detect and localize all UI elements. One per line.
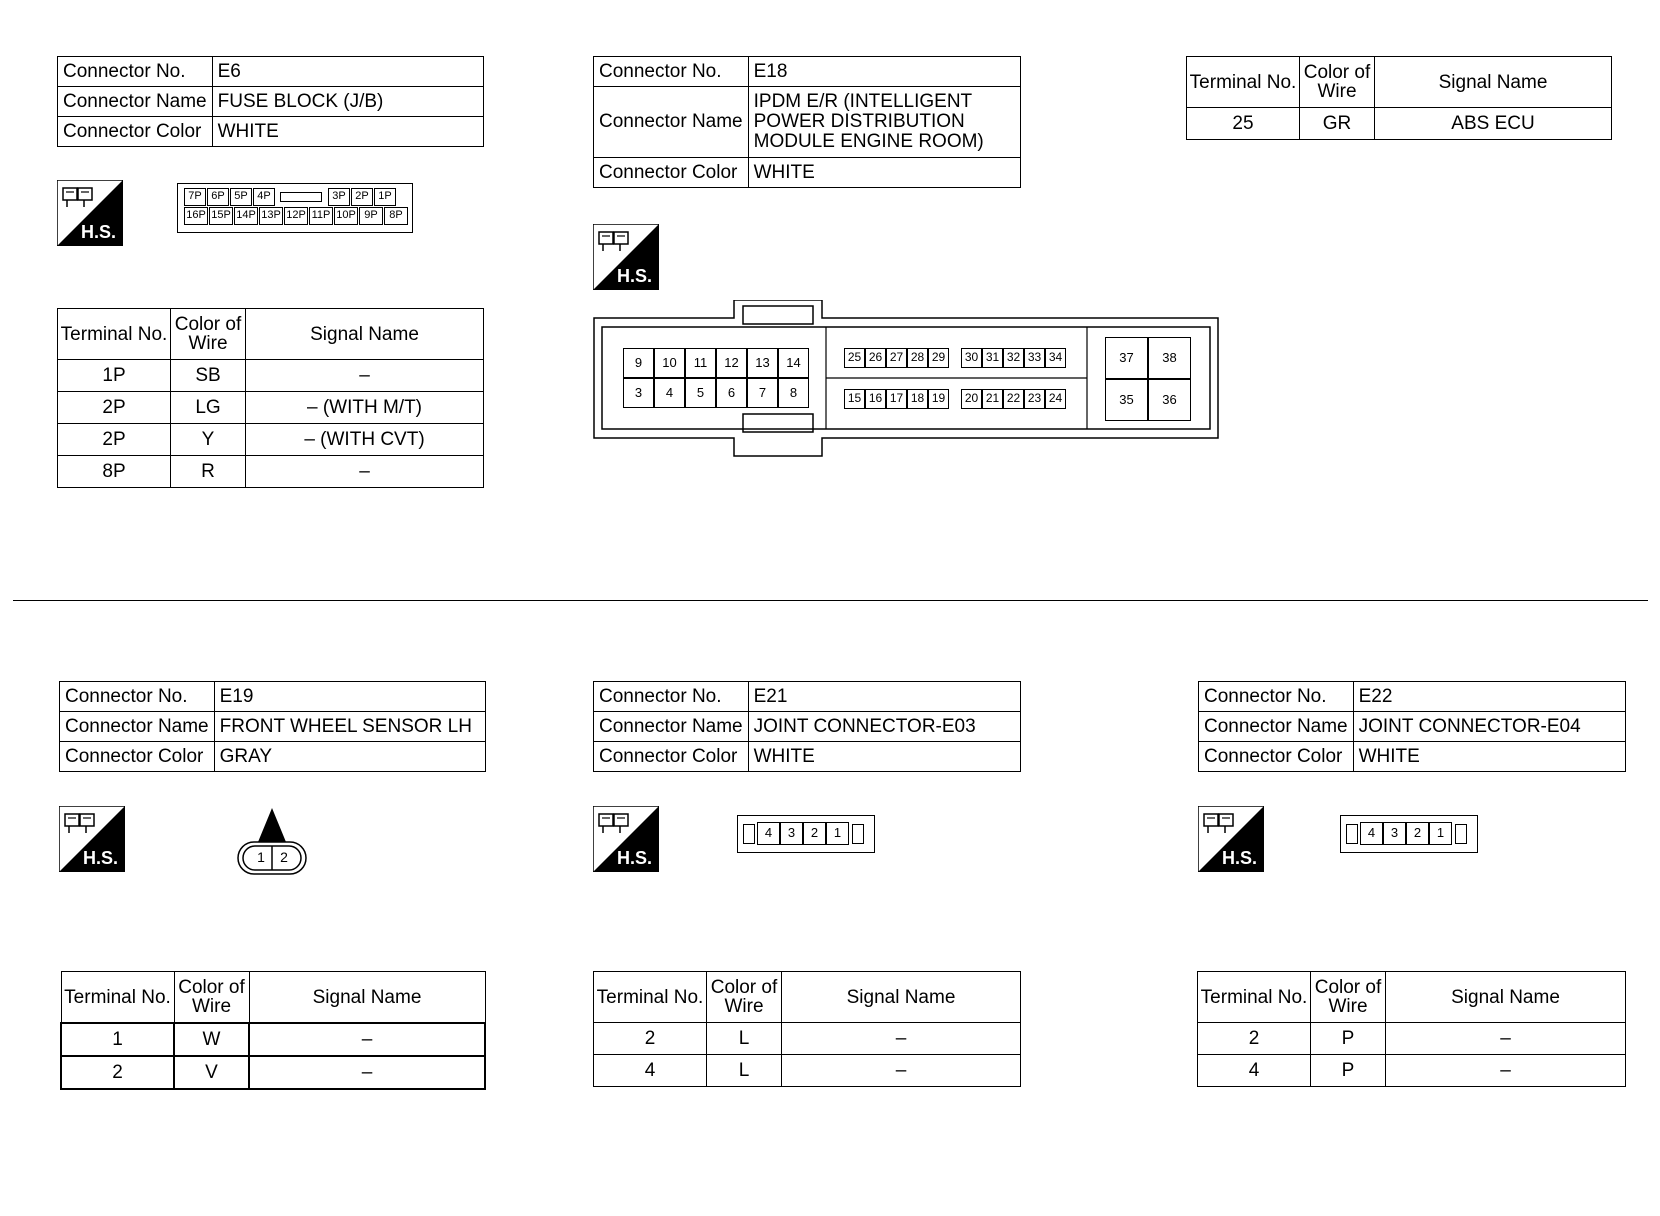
e22-terminal-table [1197, 971, 1626, 1087]
terminal-cell: 2 [61, 1056, 174, 1089]
e21-connector-name: JOINT CONNECTOR-E03 [748, 712, 1020, 742]
terminal-no-header: Terminal No. [594, 972, 707, 1023]
connector-pin: 22 [1003, 389, 1024, 409]
signal-cell: – [246, 360, 484, 392]
connector-slot [280, 192, 322, 202]
connector-pin: 2 [1406, 822, 1429, 845]
wire-cell: SB [171, 360, 246, 392]
connector-pin: 9P [359, 207, 383, 225]
signal-cell: – (WITH CVT) [246, 424, 484, 456]
e22-info-table [1198, 681, 1626, 772]
harness-side-icon [59, 806, 125, 872]
connector-pin: 2 [803, 822, 826, 845]
connector-name-label: Connector Name [58, 87, 213, 117]
e22-connector-no: E22 [1353, 682, 1625, 712]
e6-info-table [57, 56, 484, 147]
connector-pin: 23 [1024, 389, 1045, 409]
terminal-cell: 2P [58, 392, 171, 424]
terminal-cell: 1P [58, 360, 171, 392]
hs-label: H.S. [1222, 848, 1258, 868]
e22-connector-name: JOINT CONNECTOR-E04 [1353, 712, 1625, 742]
connector-name-label: Connector Name [594, 87, 749, 158]
harness-side-icon [57, 180, 123, 246]
wire-cell: GR [1300, 108, 1375, 140]
connector-color-label: Connector Color [58, 117, 213, 147]
wire-cell: P [1311, 1023, 1386, 1055]
connector-pin: 1 [826, 822, 849, 845]
connector-pin: 13P [259, 207, 283, 225]
section-divider [13, 600, 1648, 601]
connector-pin: 15P [209, 207, 233, 225]
terminal-cell: 2 [594, 1023, 707, 1055]
connector-latch [1346, 824, 1358, 844]
signal-cell: – [246, 456, 484, 488]
connector-pin: 15 [844, 389, 865, 409]
pin-label: 1 [257, 849, 265, 865]
hs-label: H.S. [81, 222, 117, 242]
connector-latch [743, 824, 755, 844]
terminal-cell: 4 [594, 1055, 707, 1087]
connector-pin: 8 [778, 378, 809, 408]
terminal-cell: 2 [1198, 1023, 1311, 1055]
signal-name-header: Signal Name [246, 309, 484, 360]
e6-connector-face [177, 183, 413, 233]
connector-name-label: Connector Name [1199, 712, 1354, 742]
signal-cell: – [249, 1056, 485, 1089]
hs-label: H.S. [83, 848, 119, 868]
signal-name-header: Signal Name [782, 972, 1021, 1023]
terminal-no-header: Terminal No. [1187, 57, 1300, 108]
connector-pin: 6P [207, 188, 229, 206]
signal-cell: ABS ECU [1375, 108, 1612, 140]
connector-pin: 10P [334, 207, 358, 225]
connector-pin: 19 [928, 389, 949, 409]
color-of-wire-header: Color of Wire [707, 972, 782, 1023]
connector-pin: 21 [982, 389, 1003, 409]
connector-pin: 28 [907, 348, 928, 368]
connector-latch [1455, 824, 1467, 844]
connector-pin: 11P [309, 207, 333, 225]
connector-pin: 37 [1105, 337, 1148, 379]
e19-connector-color: GRAY [214, 742, 485, 772]
color-of-wire-header: Color of Wire [1311, 972, 1386, 1023]
connector-pin: 4 [1360, 822, 1383, 845]
terminal-no-header: Terminal No. [58, 309, 171, 360]
connector-pin: 33 [1024, 348, 1045, 368]
connector-no-label: Connector No. [594, 682, 749, 712]
signal-name-header: Signal Name [1386, 972, 1626, 1023]
signal-cell: – [1386, 1055, 1626, 1087]
connector-pin: 3 [780, 822, 803, 845]
terminal-cell: 25 [1187, 108, 1300, 140]
e18-connector-no: E18 [748, 57, 1020, 87]
connector-no-label: Connector No. [58, 57, 213, 87]
connector-pin: 32 [1003, 348, 1024, 368]
connector-pin: 26 [865, 348, 886, 368]
e6-terminal-table [57, 308, 484, 488]
e19-connector-no: E19 [214, 682, 485, 712]
color-of-wire-header: Color of Wire [174, 972, 249, 1024]
connector-color-label: Connector Color [1199, 742, 1354, 772]
terminal-no-header: Terminal No. [1198, 972, 1311, 1023]
connector-pin: 5 [685, 378, 716, 408]
connector-color-label: Connector Color [594, 158, 749, 188]
connector-pin: 9 [623, 348, 654, 378]
e18-connector-face [593, 318, 1219, 438]
wire-cell: LG [171, 392, 246, 424]
e21-connector-color: WHITE [748, 742, 1020, 772]
connector-pin: 16 [865, 389, 886, 409]
connector-no-label: Connector No. [1199, 682, 1354, 712]
terminal-cell: 2P [58, 424, 171, 456]
connector-pin: 1 [1429, 822, 1452, 845]
hs-label: H.S. [617, 848, 653, 868]
e19-terminal-table [60, 971, 486, 1090]
signal-cell: – [1386, 1023, 1626, 1055]
color-of-wire-header: Color of Wire [1300, 57, 1375, 108]
connector-pin: 11 [685, 348, 716, 378]
hs-label: H.S. [617, 266, 653, 286]
connector-pin: 27 [886, 348, 907, 368]
connector-pin: 30 [961, 348, 982, 368]
wire-cell: V [174, 1056, 249, 1089]
connector-pin: 4 [757, 822, 780, 845]
e19-connector-name: FRONT WHEEL SENSOR LH [214, 712, 485, 742]
e18-connector-name: IPDM E/R (INTELLIGENT POWER DISTRIBUTION MODULE ENGINE ROOM) [748, 87, 1020, 158]
e6-connector-name: FUSE BLOCK (J/B) [212, 87, 483, 117]
connector-pin: 31 [982, 348, 1003, 368]
e6-connector-color: WHITE [212, 117, 483, 147]
connector-pin: 6 [716, 378, 747, 408]
wire-cell: L [707, 1055, 782, 1087]
terminal-no-header: Terminal No. [61, 972, 174, 1024]
signal-cell: – [782, 1023, 1021, 1055]
pin-label: 2 [280, 849, 288, 865]
connector-pin: 16P [184, 207, 208, 225]
connector-pin: 10 [654, 348, 685, 378]
connector-pin: 2P [351, 188, 373, 206]
connector-pin: 3P [328, 188, 350, 206]
e19-info-table [59, 681, 486, 772]
connector-pin: 12P [284, 207, 308, 225]
connector-pin: 4 [654, 378, 685, 408]
signal-name-header: Signal Name [249, 972, 485, 1024]
e18-info-table [593, 56, 1021, 188]
e6-connector-no: E6 [212, 57, 483, 87]
connector-pin: 3 [1383, 822, 1406, 845]
connector-pin: 13 [747, 348, 778, 378]
color-of-wire-header: Color of Wire [171, 309, 246, 360]
connector-pin: 20 [961, 389, 982, 409]
connector-latch [852, 824, 864, 844]
e21-terminal-table [593, 971, 1021, 1087]
signal-cell: – [782, 1055, 1021, 1087]
terminal-cell: 8P [58, 456, 171, 488]
connector-pin: 38 [1148, 337, 1191, 379]
harness-side-icon [593, 806, 659, 872]
connector-pin: 1P [374, 188, 396, 206]
connector-no-label: Connector No. [594, 57, 749, 87]
e22-connector-color: WHITE [1353, 742, 1625, 772]
connector-color-label: Connector Color [60, 742, 215, 772]
wire-cell: Y [171, 424, 246, 456]
e22-connector-face [1340, 815, 1478, 853]
connector-name-label: Connector Name [60, 712, 215, 742]
wire-cell: R [171, 456, 246, 488]
connector-pin: 17 [886, 389, 907, 409]
connector-name-label: Connector Name [594, 712, 749, 742]
connector-pin: 35 [1105, 379, 1148, 421]
e19-connector-face [236, 808, 308, 876]
connector-pin: 24 [1045, 389, 1066, 409]
signal-cell: – [249, 1023, 485, 1056]
connector-pin: 12 [716, 348, 747, 378]
connector-pin: 14P [234, 207, 258, 225]
e18-connector-color: WHITE [748, 158, 1020, 188]
connector-pin: 5P [230, 188, 252, 206]
connector-pin: 29 [928, 348, 949, 368]
signal-name-header: Signal Name [1375, 57, 1612, 108]
connector-pin: 3 [623, 378, 654, 408]
wire-cell: L [707, 1023, 782, 1055]
connector-pin: 25 [844, 348, 865, 368]
connector-pin: 34 [1045, 348, 1066, 368]
connector-pin: 4P [253, 188, 275, 206]
terminal-cell: 1 [61, 1023, 174, 1056]
connector-pin: 36 [1148, 379, 1191, 421]
e21-connector-face [737, 815, 875, 853]
wire-cell: P [1311, 1055, 1386, 1087]
terminal-cell: 4 [1198, 1055, 1311, 1087]
connector-no-label: Connector No. [60, 682, 215, 712]
connector-pin: 8P [384, 207, 408, 225]
connector-pin: 7P [184, 188, 206, 206]
signal-cell: – (WITH M/T) [246, 392, 484, 424]
e21-info-table [593, 681, 1021, 772]
harness-side-icon [593, 224, 659, 290]
connector-pin: 7 [747, 378, 778, 408]
harness-side-icon [1198, 806, 1264, 872]
connector-pin: 18 [907, 389, 928, 409]
e21-connector-no: E21 [748, 682, 1020, 712]
connector-pin: 14 [778, 348, 809, 378]
wire-cell: W [174, 1023, 249, 1056]
e18-terminal-table [1186, 56, 1612, 140]
connector-color-label: Connector Color [594, 742, 749, 772]
